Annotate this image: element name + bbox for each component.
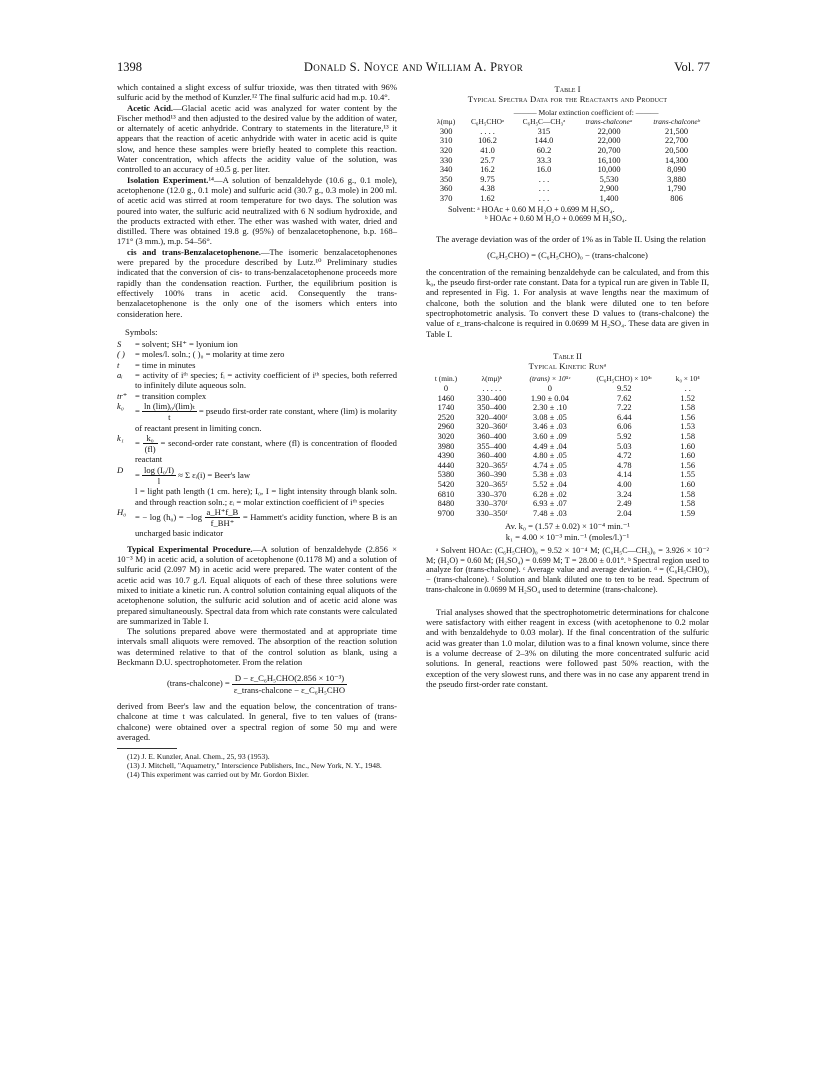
symbol-def: = moles/l. soln.; ( )₀ = molarity at time zero [135,349,285,360]
paragraph-average-deviation: The average deviation was of the order of 1% as in Table II. Using the relation [436,234,706,245]
footnote: (14) This experiment was carried out by Mr. Gordon Bixler. [127,770,309,780]
table1-cell: 16.2 [480,165,495,175]
table2-cell: 4.49 ± .04 [532,441,567,451]
table1-cell: 60.2 [536,145,552,155]
table2-cell: 9700 [437,508,455,518]
symbol-def: = solvent; SH⁺ = lyonium ion [135,339,238,350]
table2-row [426,470,709,480]
symbol-key: S [117,339,122,350]
table1-cell: 300 [439,126,453,136]
table1-col-header: C₆H₅C—CH₃ᵃ [522,117,566,127]
table1-row [430,194,710,204]
paragraph-trial-analyses: Trial analyses showed that the spectrophotometric determinations for chalcone were satisfactory with either reagent in excess (with acetophenone to 0.2 molar and with benzaldehyde to 0.03 molar). If the final concentration of the sulfuric acid was greater than 1.0 molar, dilution was to a final known volume, since there is a volume decrease of 2–3% on diluting the more concentrated sulfuric acid solutions. In general, reactions were followed past 50% reaction, with the exception of the very slowest runs, and there was in no case any apparent trend in the pseudo first-order rate constant. [426,606,709,689]
table1-cell: 9.75 [480,174,495,184]
table2-cell: 1.58 [680,431,696,441]
symbol-key: tr⁺ [117,390,128,401]
table1-cell: 1,400 [599,193,619,203]
table2-cell: 6.93 ± .07 [532,499,567,509]
table1-col-header: trans-chalconeᵇ [653,117,700,127]
paragraph-concentration: the concentration of the remaining benzaldehyde can be calculated, and from this k₀, the pseudo first-order rate constant. Data for a typical run are given in Table II, and represented in Fig. 1. For analysis at wave lengths near the maximum of chalcone, both the solution and the blank were diluted one to ten before spectrophotometric analysis. To convert these D values to (trans-chalcone) the value of ε_trans-chalcone is required in 0.0699 M H₂SO₄. These data are given in Table I. [426,266,709,339]
ko-where: where (lim) is molarity of reactant present in limiting concn. [135,405,397,433]
footnote: (13) J. Mitchell, "Aquametry," Interscience Publishers, Inc., New York, N. Y., 1948. [127,761,382,771]
table2-row [426,413,709,423]
table2-cell: 1.58 [680,489,696,499]
footnote: (12) J. E. Kunzler, Anal. Chem., 25, 93 (1953). [127,752,270,762]
table2-header-row [426,374,709,384]
table2-cell: 360–390 [477,470,507,480]
heading-cis-trans: cis and trans-Benzalacetophenone. [127,246,261,257]
table2-cell: 3980 [437,441,455,451]
symbol-def: = transition complex [135,390,207,401]
symbol-row-H0: H₀ = − log (h₀) = −log $\frac{a\_H^+f\_B}{f\_BH^+}$ = Hammett's acidity function, where B is an uncharged basic indicator [117,506,397,539]
table1-cell: 8,090 [667,165,686,175]
table2-cell: 350–400 [477,403,507,413]
table1-row [430,184,710,194]
table2-row [426,432,709,442]
table2-cell: 2.49 [616,499,632,509]
table2-cell: 5.52 ± .04 [532,479,567,489]
table2-cell: 0 [443,383,449,393]
table2-cell: 6.06 [616,422,632,432]
table2-cell: 1.55 [680,470,696,480]
paragraph-cis-trans [117,247,397,319]
paragraph-solutions: The solutions prepared above were thermostated and at appropriate time intervals small aliquots were removed. The absorption of the reaction solution was determined relative to that of the control solution as blank, using a Beckmann D.U. spectrophotometer. From the relation [117,626,397,668]
table2-cell: 1.59 [680,508,696,518]
table2-cell: 0 [547,383,552,393]
table2-cell: 320–400ᶠ [476,412,508,422]
table2-cell: . . . . . [482,383,502,393]
d-fraction: $\frac{\text{log (I₀/I)}}{l}$ [144,464,174,486]
table2-notes: ᵃ Solvent HOAc: (C₆H₅CHO)₀ = 9.52 × 10⁻⁴ M; (C₆H₅C—CH₃)₀ = 3.926 × 10⁻² M; (H₂O) = 0.60 M; (H₂SO₄) = 0.699 M; T = 28.00 ± 0.01°. ᵇ Spectral region used to analyze for (trans-chalcone). ᶜ Average value and average deviation. ᵈ = (C₆H₅CHO)₀ − (trans-chalcone). ᶠ Solution and blank diluted one to ten to be read. Spectrum of trans-chalcone in 0.0699 M H₂SO₄ used to determine (trans-chalcone). [426,545,709,595]
table1-cell: 20,700 [597,145,621,155]
table2-label: Table II [553,350,582,361]
table2-title: Typical Kinetic Runᵃ [528,361,607,372]
table2-cell: 360–400 [477,431,507,441]
table1-cell: 41.0 [480,145,495,155]
table1-cell: 350 [439,174,453,184]
table1-cell: 320 [439,145,453,155]
table1-cell: 10,000 [597,165,621,175]
paragraph-isolation [117,175,397,247]
table2-cell: 4.14 [616,470,632,480]
table2-cell: 1.58 [680,403,696,413]
table2-cell: 4.78 [616,460,632,470]
table2-cell: 5420 [437,479,455,489]
table2-row [426,403,709,413]
table2-col-header: (C₆H₅CHO) × 10⁴ᶜ [596,374,653,384]
table1-cell: 310 [439,136,453,146]
table2-average-ko: Av. k₀ = (1.57 ± 0.02) × 10⁻⁴ min.⁻¹ [505,521,630,532]
table1-cell: 806 [670,193,683,203]
table2-cell: 1.60 [680,451,696,461]
table1-cell: 330 [439,155,453,165]
symbol-row [117,391,397,401]
table2-cell: 1.52 [680,393,696,403]
symbol-key: ( ) [117,349,125,360]
table1-cell: 2,900 [599,184,619,194]
table2-cell: 3.24 [616,489,632,499]
table1-cell: 14,300 [665,155,689,165]
table2-cell: 3020 [437,431,455,441]
table2-row [426,480,709,490]
symbol-key: aᵢ [117,370,123,381]
table1-row [430,165,710,175]
heading-isolation: Isolation Experiment. [127,174,209,185]
table1-cell: 3,880 [667,174,686,184]
table1-row [430,146,710,156]
heading-typical-procedure: Typical Experimental Procedure. [127,543,253,554]
table2-cell: 360–400 [477,451,507,461]
table1-header-row [430,117,710,127]
table1-cell: 360 [439,184,453,194]
right-column [426,82,709,689]
table1 [430,108,710,204]
table2-cell: 9.52 [616,383,632,393]
table2-cell: 6.28 ± .02 [532,489,567,499]
table2-cell: 1.58 [680,499,696,509]
table2-row [426,461,709,471]
symbol-row-l: l = light path length (1 cm. here); I₀, I = light intensity through blank soln. and through reaction soln.; εᵢ = molar extinction coefficient of iᵗʰ species [135,486,397,507]
table2-cell: 320–360ᶠ [476,422,508,432]
table2-col-header: t (min.) [434,374,458,384]
table1-col-header: λ(mμ) [437,117,456,127]
table2-row [426,384,709,394]
table2-cell: 7.62 [616,393,632,403]
table2-cell: 3.60 ± .09 [532,431,567,441]
symbol-row-D: D = $\frac{\text{log (I₀/I)}}{l}$ ≈ Σ εᵢ(i) = Beer's law [117,464,251,486]
table1-cell: . . . [538,193,550,203]
table1-cell: 340 [439,165,453,175]
table1-cell: 33.3 [536,155,552,165]
table1-solvent-b: ᵇ HOAc + 0.60 M H₂O + 0.0699 M H₂SO₄. [485,214,627,224]
symbol-row-ko: k₀ = $\frac{\text{ln (lim)₀/(lim)ₜ}}{t}$ = pseudo first-order rate constant, where (lim) is molarity of reactant present in limiting concn. [117,400,397,433]
symbol-row-k1: k₁ = $\frac{\text{k₀}}{(fl)}$ = second-order rate constant, where (fl) is concentration of flooded reactant [117,432,397,465]
symbols-title: Symbols: [125,326,158,337]
running-header [117,60,710,76]
table1-cell: 315 [537,126,551,136]
table2-cell: 330–400 [477,393,507,403]
table1-row [430,156,710,166]
table2-cell: . . [684,383,691,393]
table2-cell: 2960 [437,422,455,432]
table2-col-header: λ(mμ)ᵇ [481,374,503,384]
symbol-row [117,349,397,359]
heading-acetic-acid: Acetic Acid. [127,102,174,113]
table2-cell: 2520 [437,412,455,422]
table2-row [426,442,709,452]
chalcone-equation: (trans-chalcone) = $\frac{\text{D − ε\_C₆H₅CHO(2.856 × 10⁻³)}}{\text{ε\_trans-chalcone − ε\_C₆H₅CHO}}$ [166,673,346,695]
table2-cell: 320–365ᶠ [476,460,508,470]
table1-cell: 144.0 [534,136,554,146]
author-line: Donald S. Noyce and William A. Pryor [303,60,524,74]
table2-col-header: k₀ × 10⁴ [675,374,700,384]
table1-cell: 370 [439,193,453,203]
footnote-rule [117,748,177,749]
h0-fraction: $\frac{a\_H^+f\_B}{f\_BH^+}$ [206,506,239,529]
table1-cell: . . . [538,184,550,194]
table1-cell: 22,000 [597,136,621,146]
table2-row [426,499,709,509]
table2-cell: 330–350ᶠ [476,508,508,518]
table2-cell: 8480 [437,499,455,509]
table2-cell: 2.04 [616,508,632,518]
table1-label: Table I [554,84,581,94]
table1-col-header: trans-chalconeᵃ [585,117,633,127]
table1-row [430,136,710,146]
table1-row [430,127,710,137]
table1-cell: 21,500 [665,126,689,136]
table1-cell: 5,530 [599,174,619,184]
table2-cell: 330–370 [477,489,507,499]
table1-cell: 22,000 [597,126,621,136]
table2-row [426,422,709,432]
table1-cell: 4.38 [480,184,495,194]
table2-cell: 5.03 [616,441,632,451]
table2-cell: 3.08 ± .05 [532,412,567,422]
typical-procedure-body: —A solution of benzaldehyde (2.856 × 10⁻³ M) in acetic acid, a solution of acetophenone (0.1178 M) and a solution of sulfuric acid (2.097 M) in acetic acid were prepared. The water content of the acetic acid was 10.7 g./l. Equal aliquots of each of these three solutions were mixed to initiate a kinetic run. A control solution containing equal aliquots of the acetophenone solution, the sulfuric acid solution and of acetic acid alone was prepared simultaneously. Spectral data from which rate constants were calculated are summarized in Table I. [117,543,397,626]
table1-solvent-a: Solvent: ᵃ HOAc + 0.60 M H₂O + 0.699 M H₂SO₄. [448,204,615,214]
table2-cell: 1.53 [680,422,696,432]
table1-cell: 20,500 [665,145,689,155]
paragraph-derived: derived from Beer's law and the equation below, the concentration of trans-chalcone at time t was calculated. In general, five to ten values of (trans-chalcone) were obtained over a spectral region of some 50 mμ and were averaged. [117,700,397,742]
table2-row [426,451,709,461]
symbol-row [117,360,397,370]
ko-fraction: $\frac{\text{ln (lim)₀/(lim)ₜ}}{t}$ [144,400,195,423]
volume-label: Vol. 77 [674,60,710,74]
table2 [426,374,709,518]
isolation-body: ¹⁴—A solution of benzaldehyde (10.6 g., 0.1 mole), acetophenone (12.0 g., 0.1 mole) and sulfuric acid (30.7 g., 0.3 mole) in 200 ml. of acetic acid was stirred at room temperature for two days. The solution was poured into water, the sulfuric acid neutralized with 6 N sodium hydroxide, and the products extracted with ether. The ether was washed with water, dried and distilled. There was obtained 19.8 g. (95%) of benzalacetophenone, b.p. 168–171° (3 mm.), m.p. 54–56°. [117,174,398,247]
table2-cell: 4440 [437,460,455,470]
table1-title: Typical Spectra Data for the Reactants and Product [467,94,668,105]
page-number: 1398 [117,60,142,74]
table2-cell: 1.60 [680,441,696,451]
table2-cell: 4.74 ± .05 [532,460,567,470]
table1-cell: 16.0 [536,165,552,175]
table1-row [430,175,710,185]
table2-cell: 4.80 ± .05 [532,451,567,461]
table2-cell: 6.44 [616,412,632,422]
table1-col-header: C₆H₅CHOᵃ [471,117,505,127]
paragraph-acetic-acid [117,103,397,175]
paragraph-sulfuric-acid: which contained a slight excess of sulfur trioxide, was then titrated with 96% sulfuric acid by the method of Kunzler.¹² The final sulfuric acid had m.p. 10.4°. [117,82,397,103]
table1-cell: 106.2 [478,136,497,146]
table2-row [426,509,709,519]
table2-cell: 330–370ᶠ [476,499,508,509]
table1-cell: . . . . [480,126,495,136]
symbol-key: t [117,359,120,370]
table1-group-header: ——— Molar extinction coefficient of: ——— [513,107,659,117]
symbol-row [117,370,397,391]
table2-cell: 5380 [437,470,455,480]
table2-cell: 1740 [437,403,455,413]
table2-cell: 320–365ᶠ [476,479,508,489]
table2-cell: 1.56 [680,460,696,470]
table2-cell: 1460 [437,393,455,403]
table2-cell: 6810 [437,489,455,499]
table2-col-header: (trans) × 10⁵ᶜ [529,374,571,384]
paragraph-typical-procedure [117,544,397,626]
table2-cell: 4.00 [616,479,632,489]
table2-cell: 7.48 ± .03 [532,508,567,518]
table2-row [426,490,709,500]
table2-cell: 1.60 [680,479,696,489]
symbol-def: = time in minutes [135,359,196,370]
table2-cell: 1.56 [680,412,696,422]
acetic-acid-body: —Glacial acetic acid was analyzed for water content by the Fischer method¹³ and then adjusted to the desired value by the addition of water, or alternately of acetic anhydride. Contrary to statements in the literature,¹³ it appears that the reaction of acetic anhydride with water in acetic acid is quite slow, and hence these samples were briefly heated to complete this reaction. Water concentration, which affects the acidity value of the solution, was controlled to an accuracy of ±0.5 g. per liter. [117,102,397,175]
table2-cell: 3.46 ± .03 [532,422,567,432]
left-column [117,82,397,779]
table2-cell: 355–400 [477,441,507,451]
cis-trans-body: —The isomeric benzalacetophenones were prepared by the procedure described by Lutz.¹⁰ Preliminary studies indicated that the conversion of cis- to trans-benzalacetophenone proceeds more rapidly than the condensation reaction. Further, the equilibrium position is effectively 100% trans in acetic acid. Consequently the trans-benzalacetophenone is the only one of the isomers which enters into consideration here. [117,246,397,319]
relation-equation: (C₆H₅CHO) = (C₆H₅CHO)₀ − (trans-chalcone) [487,250,648,261]
table1-cell: 1,790 [667,184,686,194]
table2-cell: 4390 [437,451,455,461]
table1-cell: . . . [538,174,550,184]
table2-cell: 5.92 [616,431,632,441]
table1-cell: 25.7 [480,155,495,165]
symbol-def: = activity of iᵗʰ species; fᵢ = activity coefficient of iᵗʰ species, both referred to infinitely dilute aqueous soln. [135,370,397,391]
table2-row [426,394,709,404]
k1-fraction: $\frac{\text{k₀}}{(fl)}$ [144,432,156,455]
table2-cell: 5.38 ± .03 [532,470,567,480]
symbol-row [117,339,397,349]
table2-cell: 4.72 [616,451,632,461]
table1-cell: 16,100 [597,155,621,165]
table2-k1: k₁ = 4.00 × 10⁻³ min.⁻¹ (moles/l.)⁻¹ [505,531,630,542]
table1-cell: 1.62 [480,193,495,203]
table2-cell: 7.22 [616,403,632,413]
table1-cell: 22,700 [665,136,689,146]
table2-cell: 1.90 ± 0.04 [530,393,569,403]
table2-cell: 2.30 ± .10 [532,403,567,413]
